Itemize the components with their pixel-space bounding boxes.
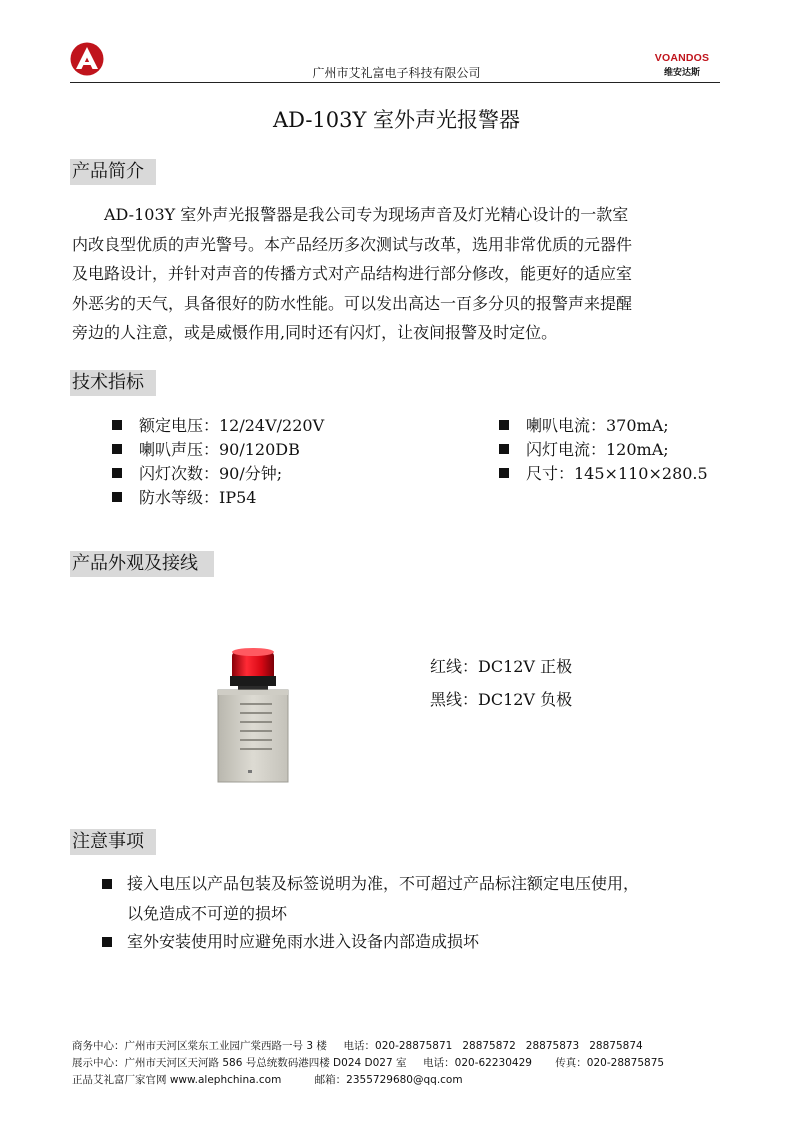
- spec-item: 喇叭电流：370mA;: [499, 414, 708, 438]
- note-item: 室外安装使用时应避免雨水进入设备内部造成损坏: [102, 927, 722, 957]
- intro-line: 外恶劣的天气，具备很好的防水性能。可以发出高达一百多分贝的报警声来提醒: [72, 293, 633, 313]
- brand-logo: [644, 52, 720, 78]
- footer-business-center: 商务中心：广州市天河区棠东工业园广棠西路一号 3 楼 电话：020-28875871 28875872 28875873 28875874: [72, 1040, 643, 1052]
- intro-line: AD-103Y 室外声光报警器是我公司专为现场声音及灯光精心设计的一款室: [104, 205, 629, 224]
- bullet-icon: [112, 492, 122, 502]
- specs-list-right: [499, 414, 708, 486]
- spec-item: 防水等级：IP54: [112, 486, 324, 510]
- spec-item: 额定电压：12/24V/220V: [112, 414, 324, 438]
- intro-line: 旁边的人注意，或是威慑作用,同时还有闪灯，让夜间报警及时定位。: [72, 323, 558, 342]
- brand-name-cn: 维安达斯: [663, 68, 700, 78]
- bullet-icon: [102, 879, 112, 889]
- product-image: [210, 640, 300, 785]
- header-divider: [70, 82, 720, 83]
- bullet-icon: [112, 444, 122, 454]
- spec-item: 喇叭声压：90/120DB: [112, 438, 324, 462]
- intro-line: 内改良型优质的声光警号。本产品经历多次测试与改革，选用非常优质的元器件: [72, 234, 633, 254]
- bullet-icon: [112, 468, 122, 478]
- footer-showroom: 展示中心：广州市天河区天河路 586 号总统数码港四楼 D024 D027 室 电话：020-62230429 传真：020-28875875: [72, 1057, 665, 1069]
- note-item: 接入电压以产品包装及标签说明为准，不可超过产品标注额定电压使用， 以免造成不可逆的损坏: [102, 869, 722, 929]
- section-heading-notes: 注意事项: [70, 829, 156, 855]
- bullet-icon: [499, 468, 509, 478]
- section-heading-appearance: 产品外观及接线: [70, 551, 214, 577]
- wire-black-label: 黑线：DC12V 负极: [430, 690, 573, 709]
- section-heading-specs: 技术指标: [70, 370, 156, 396]
- spec-item: 闪灯次数：90/分钟;: [112, 462, 324, 486]
- spec-item: 闪灯电流：120mA;: [499, 438, 708, 462]
- footer-website-email: 正品艾礼富厂家官网 www.alephchina.com 邮箱：2355729680@qq.com: [72, 1074, 463, 1086]
- document-title: AD-103Y 室外声光报警器: [272, 108, 521, 132]
- bullet-icon: [102, 937, 112, 947]
- section-heading-intro: 产品简介: [70, 159, 156, 185]
- intro-paragraph: [72, 200, 720, 348]
- bullet-icon: [499, 444, 509, 454]
- specs-list-left: [112, 414, 324, 510]
- spec-item: 尺寸：145×110×280.5: [499, 462, 708, 486]
- bullet-icon: [499, 420, 509, 430]
- intro-line: 及电路设计，并针对声音的传播方式对产品结构进行部分修改，能更好的适应室: [72, 264, 633, 283]
- bullet-icon: [112, 420, 122, 430]
- brand-name-en: VOANDOS: [654, 52, 710, 64]
- wire-red-label: 红线：DC12V 正极: [430, 657, 573, 676]
- company-name: 广州市艾礼富电子科技有限公司: [312, 66, 481, 80]
